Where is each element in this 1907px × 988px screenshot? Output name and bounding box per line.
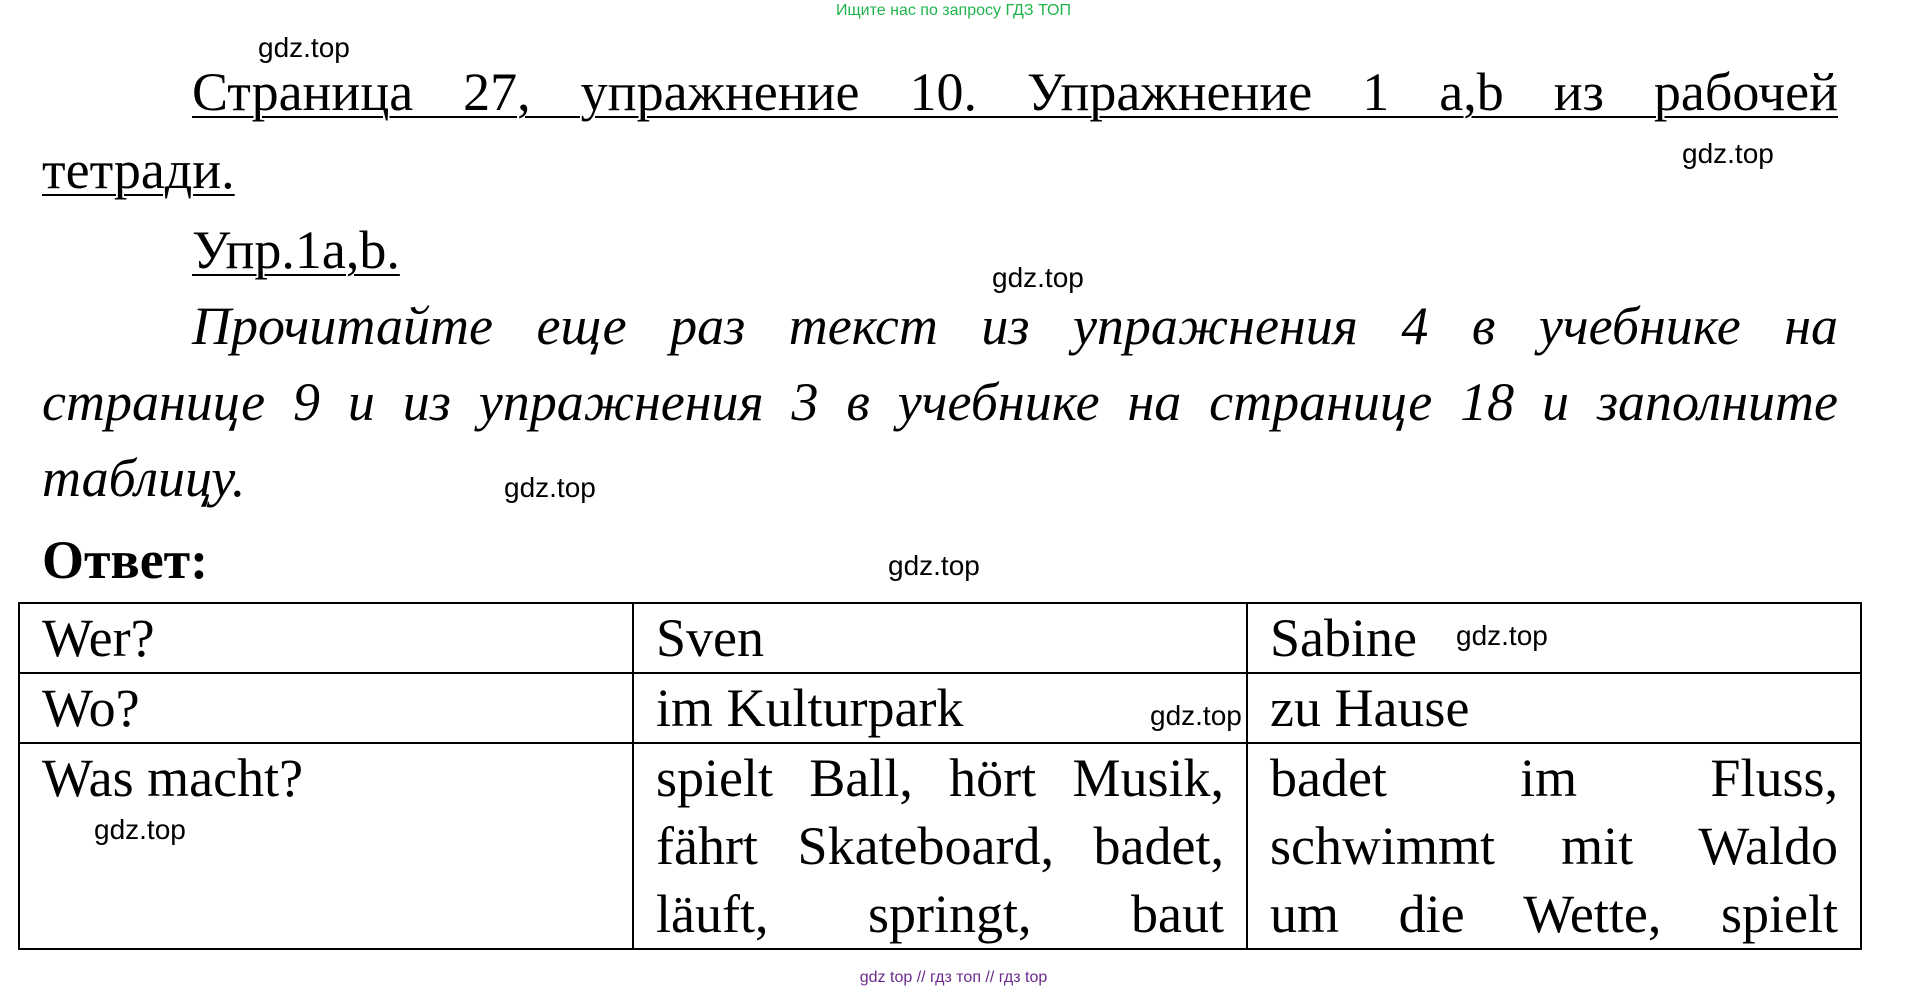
cell-line: badet im Fluss, [1270, 748, 1838, 808]
search-banner[interactable]: Ищите нас по запросу ГДЗ ТОП [836, 2, 1071, 19]
cell-sabine-wo: zu Hause [1247, 673, 1861, 743]
cell-line: spielt Ball, hört Musik, [656, 748, 1224, 808]
row-label-wer: Wer? [19, 603, 633, 673]
cell-line: um die Wette, spielt [1270, 884, 1838, 944]
watermark: gdz.top [992, 262, 1084, 293]
answer-label: Ответ: [42, 530, 209, 590]
instruction-line-1: Прочитайте еще раз текст из упражнения 4 в учебнике на [192, 296, 1838, 356]
cell-sven-wo: im Kulturpark [633, 673, 1247, 743]
watermark: gdz.top [1456, 620, 1548, 651]
watermark: gdz.top [1150, 700, 1242, 731]
watermark: gdz.top [258, 32, 350, 63]
exercise-label: Упр.1a,b. [192, 220, 400, 280]
cell-sabine-was-macht [1247, 743, 1861, 949]
cell-sabine-wer: Sabine [1247, 603, 1861, 673]
footer-links[interactable]: gdz top // гдз топ // гдз top [859, 969, 1048, 986]
watermark: gdz.top [504, 472, 596, 503]
instruction-line-2: странице 9 и из упражнения 3 в учебнике на странице 18 и заполните [42, 372, 1838, 432]
cell-line: fährt Skateboard, badet, [656, 816, 1224, 876]
table-row [19, 673, 1861, 743]
table-row [19, 603, 1861, 673]
cell-line: schwimmt mit Waldo [1270, 816, 1838, 876]
row-label-was-macht: Was macht? [19, 743, 633, 949]
watermark: gdz.top [888, 550, 980, 581]
cell-line: läuft, springt, baut [656, 884, 1224, 944]
answer-table [18, 602, 1862, 950]
watermark: gdz.top [94, 814, 186, 845]
table-row [19, 743, 1861, 949]
instruction-line-3: таблицу. [42, 448, 246, 508]
cell-sven-wer: Sven [633, 603, 1247, 673]
row-label-wo: Wo? [19, 673, 633, 743]
heading-line-2: тетради. [42, 140, 235, 200]
watermark: gdz.top [1682, 138, 1774, 169]
heading-line-1: Страница 27, упражнение 10. Упражнение 1 a,b из рабочей [192, 62, 1838, 122]
cell-sven-was-macht [633, 743, 1247, 949]
